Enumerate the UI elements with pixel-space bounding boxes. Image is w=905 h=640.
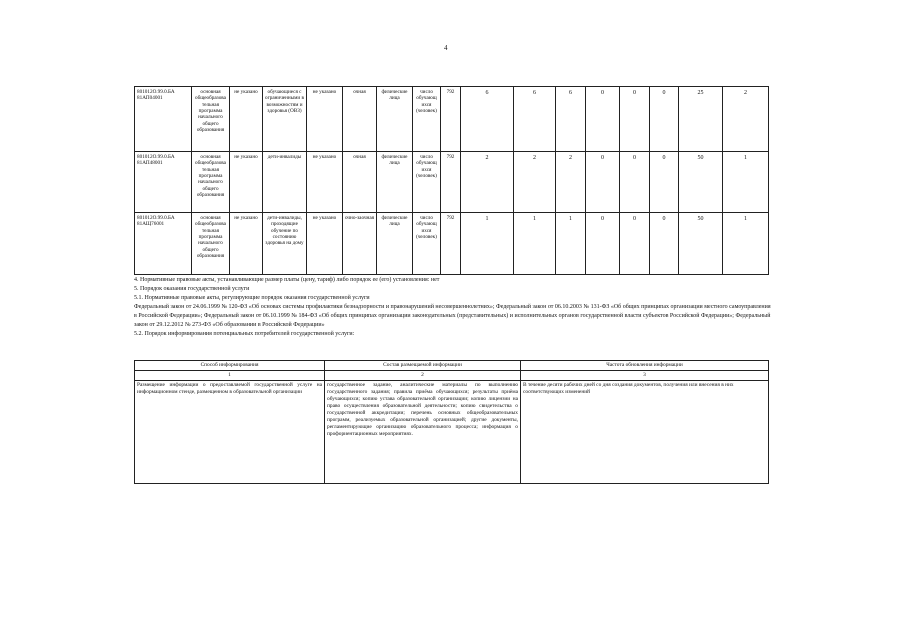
value-cell: 2 <box>556 152 586 213</box>
value-cell: 1 <box>556 213 586 275</box>
column-number: 3 <box>521 371 769 381</box>
table-row <box>135 381 769 484</box>
value-cell: 50 <box>679 152 723 213</box>
value-cell: 6 <box>461 87 514 152</box>
persons-cell: физические лица <box>377 87 413 152</box>
value-cell: 2 <box>461 152 514 213</box>
paragraph-5-1: 5.1. Нормативные правовые акты, регулирующие порядок оказания государственной услуги <box>134 295 370 301</box>
value-cell: 0 <box>650 87 679 152</box>
value-cell: 0 <box>586 213 620 275</box>
registry-code: 801012О.99.0.БА 81АП48001 <box>135 152 192 213</box>
frequency-cell: В течение десяти рабочих дней со дня создания документов, получения или внесения в них соответствующих изменений <box>521 381 769 484</box>
value-cell: 6 <box>514 87 556 152</box>
value-cell: не указано <box>307 87 343 152</box>
okei-cell: 792 <box>441 87 461 152</box>
paragraph-4: 4. Нормативные правовые акты, устанавливающие размер платы (цену, тариф) либо порядок ее (его) установления: нет <box>134 277 440 283</box>
paragraph-5: 5. Порядок оказания государственной услуги <box>134 286 250 292</box>
persons-cell: физические лица <box>377 152 413 213</box>
service-volume-table <box>134 86 769 275</box>
okei-cell: 792 <box>441 213 461 275</box>
table-number-row <box>135 371 769 381</box>
registry-code: 801012О.99.0.БА 81АЩ76001 <box>135 213 192 275</box>
registry-code: 801012О.99.0.БА 81АП04001 <box>135 87 192 152</box>
program-cell: основная общеобразова тельная программа начального общего образования <box>192 152 230 213</box>
column-header: Способ информирования <box>135 361 325 371</box>
value-cell: 0 <box>620 213 650 275</box>
value-cell: 25 <box>679 87 723 152</box>
value-cell: 0 <box>650 152 679 213</box>
unit-cell: число обучающ ихся (человек) <box>413 87 441 152</box>
category-cell: дети-инвалиды <box>263 152 307 213</box>
table-row <box>135 87 769 152</box>
category-cell: дети-инвалиды, проходящие обучение по состоянию здоровья на дому <box>263 213 307 275</box>
column-header: Частота обновления информации <box>521 361 769 371</box>
value-cell: 1 <box>514 213 556 275</box>
value-cell: 50 <box>679 213 723 275</box>
column-number: 1 <box>135 371 325 381</box>
value-cell: 0 <box>620 87 650 152</box>
value-cell: 6 <box>556 87 586 152</box>
laws-list: Федеральный закон от 24.06.1999 № 120-ФЗ «Об основах системы профилактики безнадзорности и правонарушений несовершеннолетних»; Федеральный закон от 06.10.2003 № 131-ФЗ «Об общих принципах организации местного самоуправления в Российской Федерации»; Федеральный закон от 06.10.1999 № 184-ФЗ «Об общих принципах организации законодательных (представительных) и исполнительных органов государственной власти субъектов Российской Федерации»; Федеральный закон от 29.12.2012 № 273-ФЗ «Об образовании в Российской Федерации» <box>134 304 771 328</box>
value-cell: 1 <box>723 152 769 213</box>
value-cell: 0 <box>650 213 679 275</box>
value-cell: 0 <box>620 152 650 213</box>
page-number: 4 <box>444 44 448 52</box>
value-cell: 1 <box>723 213 769 275</box>
content-cell: государственное задание, аналитические материалы по выполнению государственного задания; правила приёма обучающихся; результаты приёма обучающихся; копию устава образовательной организации; копию лицензии на право осуществления образовательной деятельности; копию свидетельства о государственной аккредитации; перечень основных общеобразовательных программ, реализуемых образовательной организацией; другие документы, регламентирующие организацию образовательного процесса; информация о профориентационных мероприятиях. <box>325 381 521 484</box>
category-cell: обучающиеся с ограниченными в возможностям и здоровья (ОВЗ) <box>263 87 307 152</box>
value-cell: не указано <box>230 87 263 152</box>
value-cell: 1 <box>461 213 514 275</box>
value-cell: не указано <box>307 152 343 213</box>
form-cell: очно-заочная <box>343 213 377 275</box>
section-text <box>134 276 774 339</box>
column-header: Состав размещаемой информации <box>325 361 521 371</box>
value-cell: не указано <box>307 213 343 275</box>
column-number: 2 <box>325 371 521 381</box>
information-table <box>134 360 769 484</box>
value-cell: 2 <box>723 87 769 152</box>
paragraph-5-2: 5.2. Порядок информирования потенциальных потребителей государственной услуги: <box>134 331 355 337</box>
value-cell: 0 <box>586 152 620 213</box>
unit-cell: число обучающ ихся (человек) <box>413 152 441 213</box>
okei-cell: 792 <box>441 152 461 213</box>
program-cell: основная общеобразова тельная программа начального общего образования <box>192 87 230 152</box>
table-header-row <box>135 361 769 371</box>
form-cell: очная <box>343 152 377 213</box>
value-cell: 2 <box>514 152 556 213</box>
value-cell: 0 <box>586 87 620 152</box>
unit-cell: число обучающ ихся (человек) <box>413 213 441 275</box>
persons-cell: физические лица <box>377 213 413 275</box>
value-cell: не указано <box>230 152 263 213</box>
table-row <box>135 213 769 275</box>
value-cell: не указано <box>230 213 263 275</box>
program-cell: основная общеобразова тельная программа начального общего образования <box>192 213 230 275</box>
method-cell: Размещение информации о предоставляемой государственной услуге на информационном стенде, размещенном в образовательной организации <box>135 381 325 484</box>
form-cell: очная <box>343 87 377 152</box>
table-row <box>135 152 769 213</box>
